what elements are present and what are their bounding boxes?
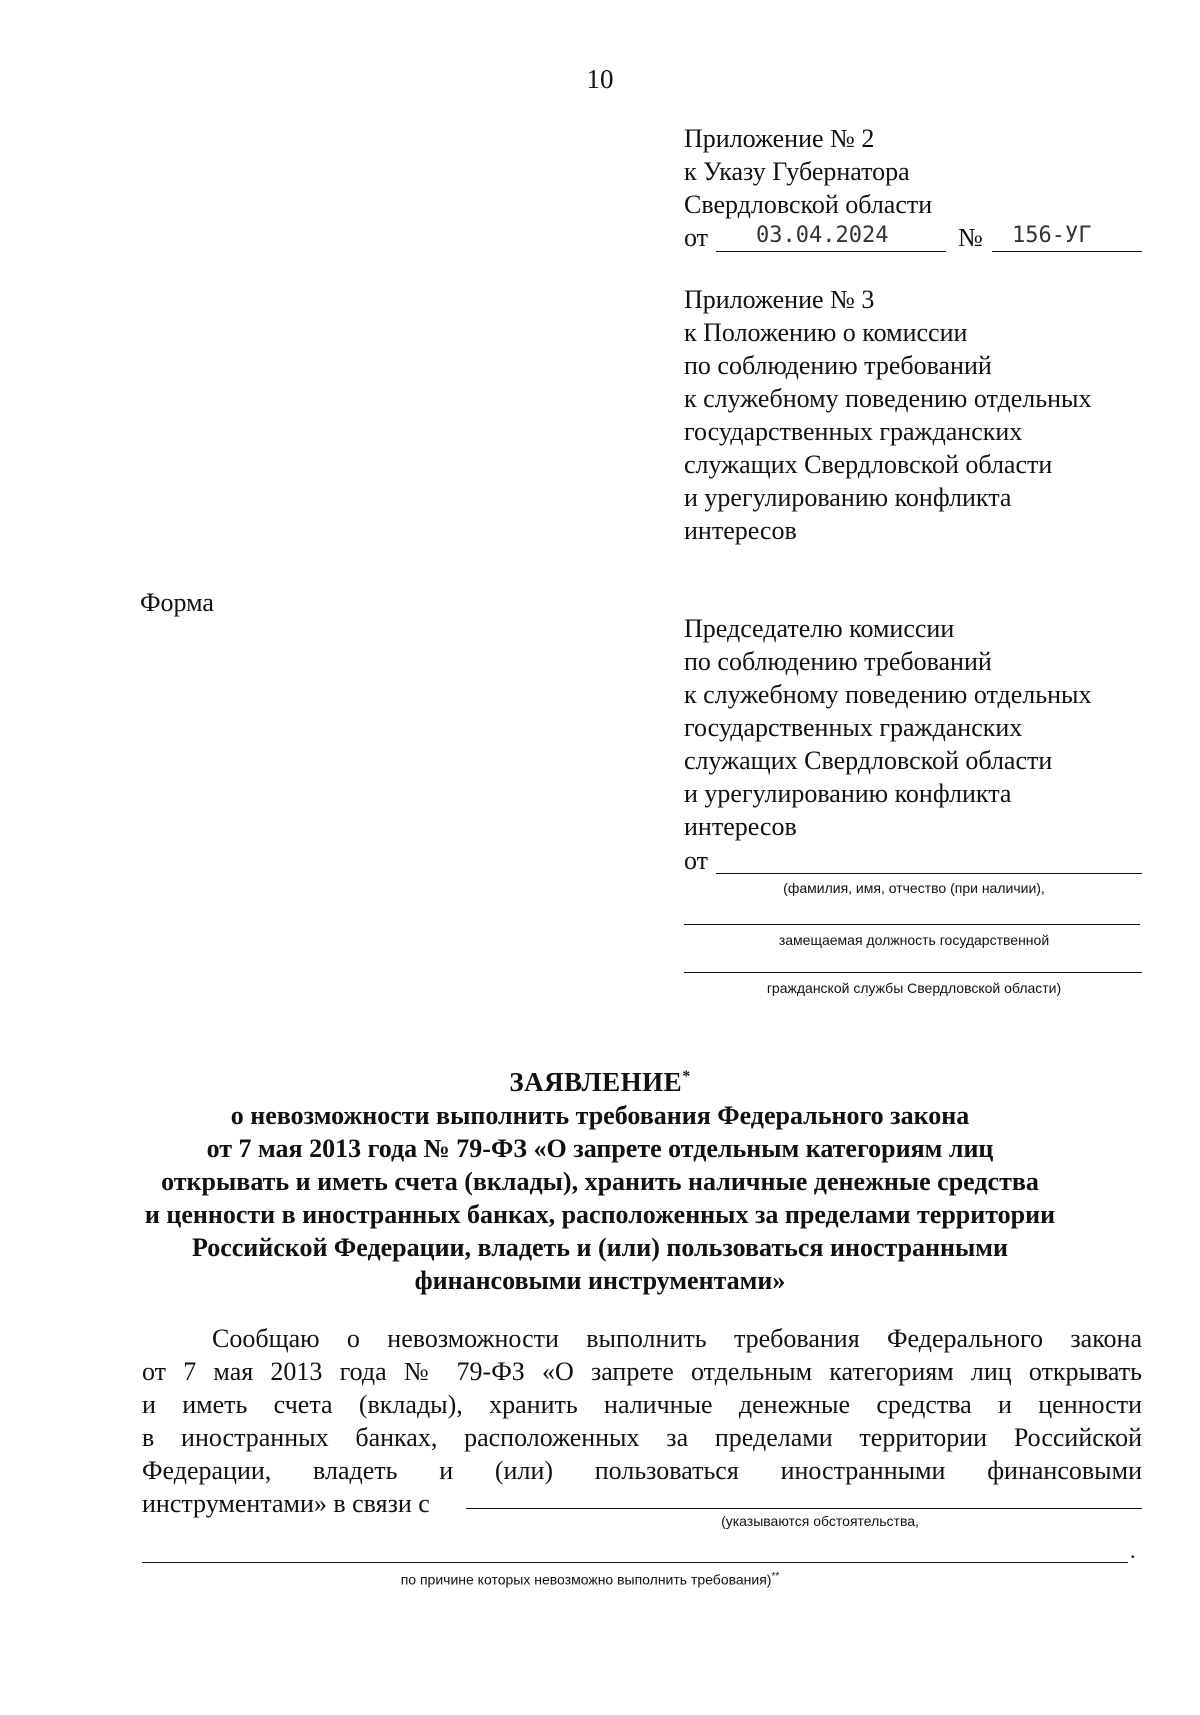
appendix-3-line: интересов [684,516,797,545]
body-line: в иностранных банках, расположенных за пределами территории Российской [142,1423,1142,1452]
body-line: и иметь счета (вклады), хранить наличные денежные средства и ценности [142,1390,1142,1419]
civil-service-line [684,972,1142,973]
addressee-line: государственных гражданских [684,713,1023,742]
statement-body [142,1322,1142,1520]
from-label: от [684,223,709,252]
form-label: Форма [140,588,214,617]
appendix-3-line: служащих Свердловской области [684,450,1053,479]
footnote-mark: * [682,1068,691,1085]
statement-subtitle-line: финансовыми инструментами» [414,1266,786,1295]
circumstances-line [466,1508,1142,1509]
addressee-line: служащих Свердловской области [684,746,1053,775]
appendix-3-line: Приложение № 3 [684,285,875,314]
addressee-line: по соблюдению требований [684,647,992,676]
addressee-line: интересов [684,812,797,841]
number-label: № [958,223,983,252]
appendix-3-line: государственных гражданских [684,417,1023,446]
appendix-2-block [684,122,1164,257]
end-period: . [1130,1538,1136,1563]
decree-date-number-row [684,221,1164,257]
addressee-line: и урегулированию конфликта [684,779,1012,808]
civil-service-hint: гражданской службы Свердловской области) [766,980,1062,996]
body-line-last: инструментами» в связи с [142,1489,430,1518]
appendix-3-line: к Положению о комиссии [684,318,968,347]
decree-number: 156-УГ [1012,223,1092,248]
addressee-line: Председателю комиссии [684,614,955,643]
body-line: от 7 мая 2013 года № 79-ФЗ «О запрете отдельным категориям лиц открывать [142,1357,1142,1386]
addressee-block [684,612,1164,843]
statement-title-block [110,1066,1090,1297]
addressee-line: к служебному поведению отдельных [684,680,1092,709]
appendix-3-line: к служебному поведению отдельных [684,384,1092,413]
addressee-from-label: от [684,846,709,875]
full-name-hint: (фамилия, имя, отчество (при наличии), [783,880,1045,896]
body-line: Федерации, владеть и (или) пользоваться иностранными финансовыми [142,1456,1142,1485]
reason-hint-text: по причине которых невозможно выполнить требования) [400,1571,772,1588]
body-line: Сообщаю о невозможности выполнить требования Федерального закона [212,1324,1142,1353]
statement-subtitle-line: о невозможности выполнить требования Федерального закона [230,1101,970,1130]
appendix-3-block [684,283,1164,547]
circumstances-hint: (указываются обстоятельства, [721,1513,919,1529]
footnote-mark: ** [771,1571,780,1582]
appendix-2-line: Свердловской области [684,190,933,219]
position-line [684,924,1140,925]
decree-date: 03.04.2024 [756,223,889,248]
statement-subtitle-line: и ценности в иностранных банках, расположенных за пределами территории [144,1200,1056,1229]
appendix-2-line: Приложение № 2 [684,124,875,153]
reason-line [142,1562,1128,1563]
statement-subtitle-line: от 7 мая 2013 года № 79-ФЗ «О запрете отдельным категориям лиц [206,1134,994,1163]
reason-hint [300,1571,880,1588]
statement-subtitle-line: Российской Федерации, владеть и (или) пользоваться иностранными [191,1233,1009,1262]
position-hint: замещаемая должность государственной [778,932,1050,948]
appendix-2-line: к Указу Губернатора [684,157,910,186]
full-name-line [716,873,1142,874]
appendix-3-line: и урегулированию конфликта [684,483,1012,512]
page-number: 10 [586,64,614,94]
statement-subtitle-line: открывать и иметь счета (вклады), хранить наличные денежные средства [161,1167,1039,1196]
appendix-3-line: по соблюдению требований [684,351,992,380]
statement-title: ЗАЯВЛЕНИЕ [509,1067,683,1097]
statement-title-line [110,1066,1090,1099]
